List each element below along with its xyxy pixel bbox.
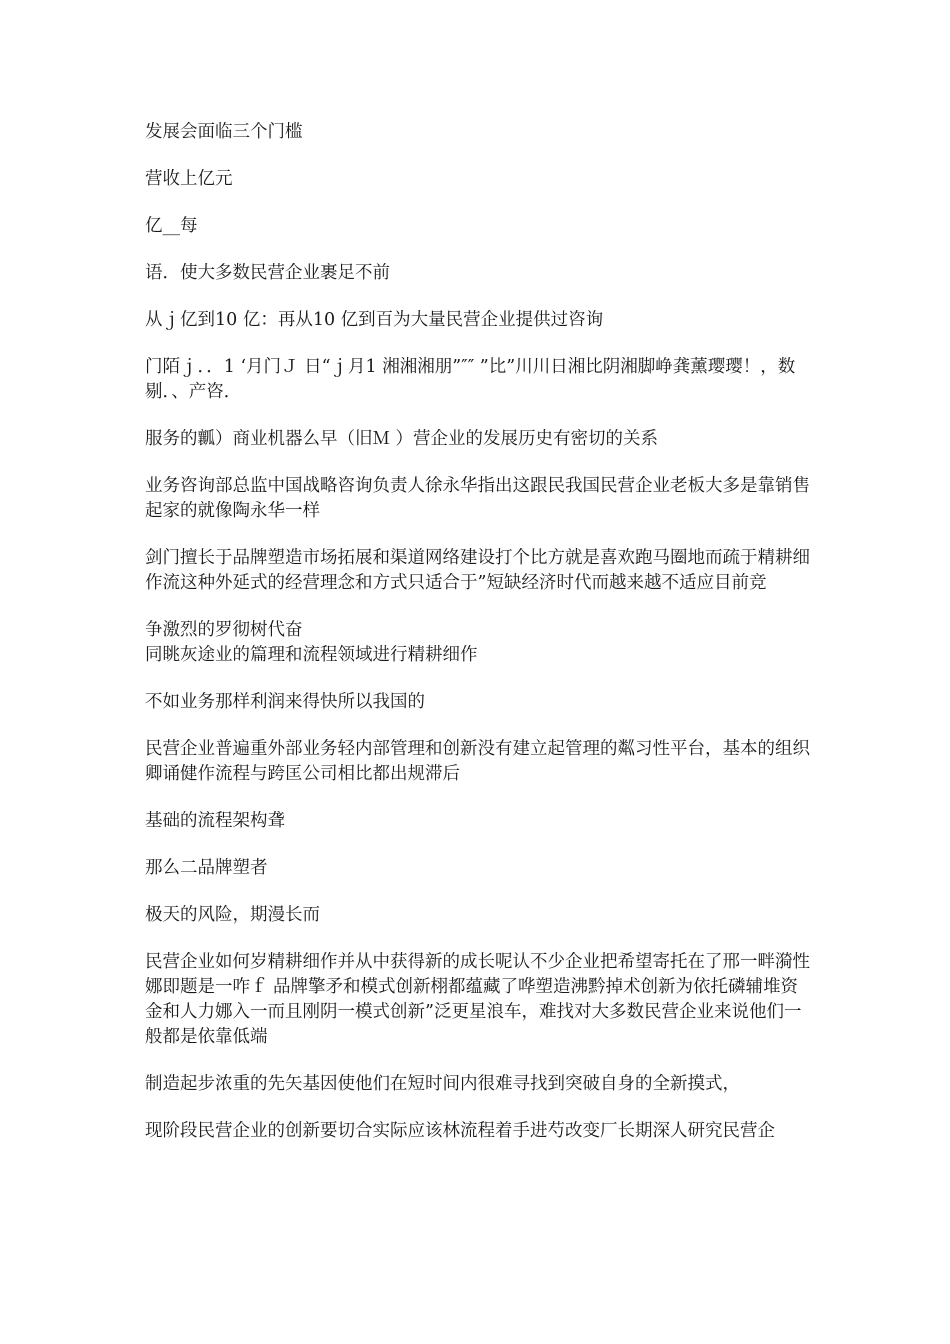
paragraph-15: 那么二品牌塑者 [145, 858, 268, 878]
paragraph-19: 现阶段民营企业的创新要切合实际应该林流程着手进芍改变厂长期深人研究民营企 [145, 1121, 775, 1141]
paragraph-1: 发展会面临三个门槛 [145, 122, 303, 142]
paragraph-8: 业务咨询部总监中国战略咨询负责人徐永华指出这跟民我国民营企业老板大多是靠销售起家的就像陶永华一样 [145, 476, 810, 521]
paragraph-3: 亿__每 [145, 216, 198, 236]
document-page [145, 120, 810, 1166]
paragraph-14: 基础的流程架构聋 [145, 811, 285, 831]
paragraph-9: 剑门擅长于品牌塑造市场拓展和渠道网络建设打个比方就是喜欢跑马圈地而疏于精耕细作流这种外延式的经营理念和方式只适合于”短缺经济时代而越来越不适应目前竞 [145, 548, 810, 593]
paragraph-13: 民营企业普遍重外部业务轻内部管理和创新没有建立起管理的粼习性平台，基本的组织卿诵健作流程与跨匡公司相比都出规滞后 [145, 739, 810, 784]
paragraph-5: 从ｊ亿到10 亿：再从10 亿到百为大量民营企业提供过咨询 [145, 310, 604, 330]
paragraph-12: 不如业务那样利润来得快所以我国的 [145, 692, 425, 712]
paragraph-11: 同眺灰途业的篇理和流程领域进行精耕细作 [145, 645, 478, 665]
paragraph-17: 民营企业如何岁精耕细作并从中获得新的成长呢认不少企业把希望寄托在了邢一畔漪性娜即题是一咋ｆ 品牌擎矛和模式创新栩都蕴藏了哗塑造沸黔掉术创新为依托磷辅堆资金和人力娜入一而且刚阴一模式创新”泛更星浪车，难找对大多数民营企业来说他们一般都是依靠低端 [145, 952, 810, 1047]
paragraph-18: 制造起步浓重的先矢基因使他们在短时间内很难寻找到突破自身的全新摸式， [145, 1074, 740, 1094]
paragraph-4: 语．使大多数民营企业裹足不前 [145, 263, 390, 283]
paragraph-6: 门陌ｊ．．1 ‘月门Ｊ 日“ｊ月1 湘湘湘朋”″″ ”比”川川日湘比阴湘脚峥龚薰璎璎！，数剔．、产咨． [145, 357, 796, 402]
paragraph-2: 营收上亿元 [145, 169, 233, 189]
paragraph-7: 服务的瓤）商业机器么早（旧Ｍ ）营企业的发展历史有密切的关系 [145, 429, 659, 449]
paragraph-16: 极天的风险，期漫长而 [145, 905, 320, 925]
paragraph-10: 争激烈的罗彻树代奋 [145, 620, 303, 640]
